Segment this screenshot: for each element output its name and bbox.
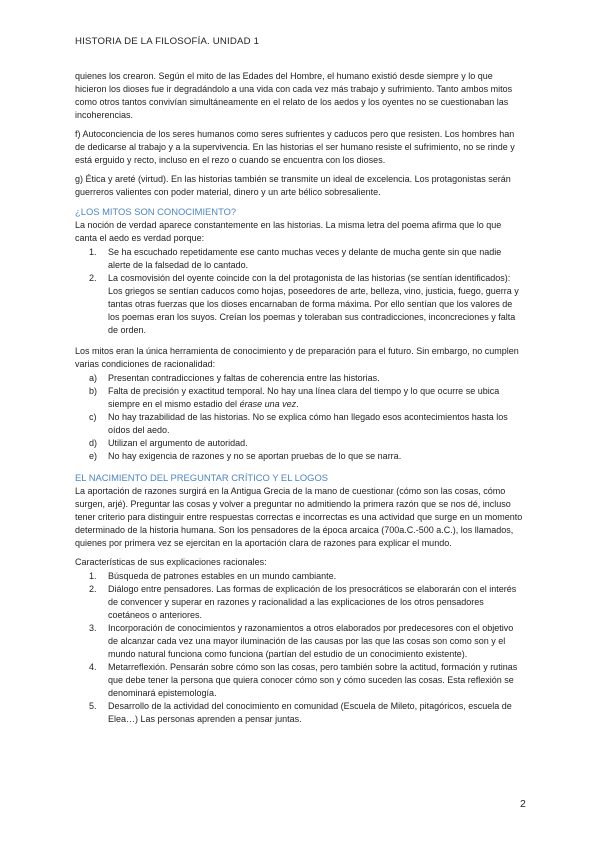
numbered-list-truth-reasons bbox=[75, 246, 525, 337]
paragraph-myths-ages: quienes los crearon. Según el mito de las Edades del Hombre, el humano existió desde siempre y lo que hicieron los dioses fue ir degradándolo a una vida con cada vez más trabajo y sufrimiento. Tanto ambos mitos como otros tantos convivían simultáneamente en el relato de los aedos y los oyentes no se cuestionaban las incoherencias. bbox=[75, 71, 513, 120]
page-header: HISTORIA DE LA FILOSOFÍA. UNIDAD 1 bbox=[75, 36, 260, 47]
page-number: 2 bbox=[520, 798, 526, 810]
list-item: a) Presentan contradicciones y faltas de coherencia entre las historias. bbox=[89, 373, 380, 383]
list-item: c) No hay trazabilidad de las historias. No se explica cómo han llegado esos acontecimientos hasta los oídos del aedo. bbox=[89, 412, 508, 435]
paragraph-characteristics-intro: Características de sus explicaciones racionales: bbox=[75, 557, 267, 567]
paragraph-truth-notion: La noción de verdad aparece constantemente en las historias. La misma letra del poema afirma que lo que canta el aedo es verdad porque: bbox=[75, 220, 502, 243]
paragraph-ethics-arete: g) Ética y areté (virtud). En las historias también se transmite un ideal de excelencia. Los protagonistas serán guerreros valientes con poder material, dinero y un arte bélico sobresaliente. bbox=[75, 174, 511, 197]
paragraph-myths-tool: Los mitos eran la única herramienta de conocimiento y de preparación para el futuro. Sin embargo, no cumplen varias condiciones de racionalidad: bbox=[75, 346, 519, 369]
emphasis-erase-una-vez: érase una vez bbox=[239, 399, 297, 409]
list-item: 1. Búsqueda de patrones estables en un mundo cambiante. bbox=[89, 571, 337, 581]
section-heading-myths-knowledge: ¿LOS MITOS SON CONOCIMIENTO? bbox=[75, 206, 237, 217]
document-body bbox=[75, 70, 525, 734]
list-item: 2. Diálogo entre pensadores. Las formas de explicación de los presocráticos se elaborarán con el interés de convencer y superar en razones y racionalidad a las explicaciones de los otros pensadores coetáneos o anteriores. bbox=[89, 584, 517, 620]
paragraph-self-awareness: f) Autoconciencia de los seres humanos como seres sufrientes y caducos pero que resisten. Los hombres han de dedicarse al trabajo y a la supervivencia. En las historias el ser humano resiste el sufrimiento, no se rinde y está erguido y recto, incluso en el rezo o cuando se encuentra con los dioses. bbox=[75, 129, 515, 165]
paragraph-reasons-origin: La aportación de razones surgirá en la Antigua Grecia de la mano de cuestionar (cómo son las cosas, cómo surgen, arjé). Preguntar las cosas y volver a preguntar no admitiendo la primera razón que se nos dé, incluso tener criterio para distinguir entre respuestas correctas e incorrectas es una actividad que surge en un momento determinado de la historia humana. Son los pensadores de la época arcaica (700a.C.-500 a.C.), los llamados, quienes por primera vez se ejercitan en la aportación clara de razones para explicar el mundo. bbox=[75, 486, 523, 548]
list-item: e) No hay exigencia de razones y no se aportan pruebas de lo que se narra. bbox=[89, 451, 402, 461]
list-item: 4. Metarreflexión. Pensarán sobre cómo son las cosas, pero también sobre la actitud, formación y rutinas que debe tener la persona que quiera conocer cómo son y cómo suceden las cosas. Esta reflexión se denominará epistemología. bbox=[89, 662, 518, 698]
list-item: 5. Desarrollo de la actividad del conocimiento en comunidad (Escuela de Mileto, pitagóricos, escuela de Elea…) Las personas aprenden a pensar juntas. bbox=[89, 701, 512, 724]
list-item: 2. La cosmovisión del oyente coincide con la del protagonista de las historias (se sentían identificados): Los griegos se sentían caducos como hojas, poseedores de arte, belleza, vino, justicia, fuego, guerra y tantas otras fuerzas que los dioses encarnaban de forma máxima. Por ello sentían que los valores de los poemas eran los suyos. Creían los poemas y toleraban sus contradicciones, inconcreciones y falta de orden. bbox=[89, 273, 519, 335]
numbered-list-characteristics bbox=[75, 570, 525, 726]
section-heading-logos: EL NACIMIENTO DEL PREGUNTAR CRÍTICO Y EL LOGOS bbox=[75, 472, 329, 483]
list-item: 1. Se ha escuchado repetidamente ese canto muchas veces y delante de mucha gente sin que nadie alerte de la falsedad de lo cantado. bbox=[89, 247, 502, 270]
list-item: 3. Incorporación de conocimientos y razonamientos a otros elaborados por predecesores con el objetivo de alcanzar cada vez una mayor iluminación de las causas por las que las cosas son como son y el mundo natural funciona como funciona (partían del estudio de un conocimiento existente). bbox=[89, 623, 514, 659]
list-item: b) Falta de precisión y exactitud temporal. No hay una línea clara del tiempo y lo que ocurre se ubica siempre en el mismo estadio del érase una vez. bbox=[89, 386, 500, 409]
list-item: d) Utilizan el argumento de autoridad. bbox=[89, 438, 248, 448]
lettered-list-rationality bbox=[75, 372, 525, 463]
